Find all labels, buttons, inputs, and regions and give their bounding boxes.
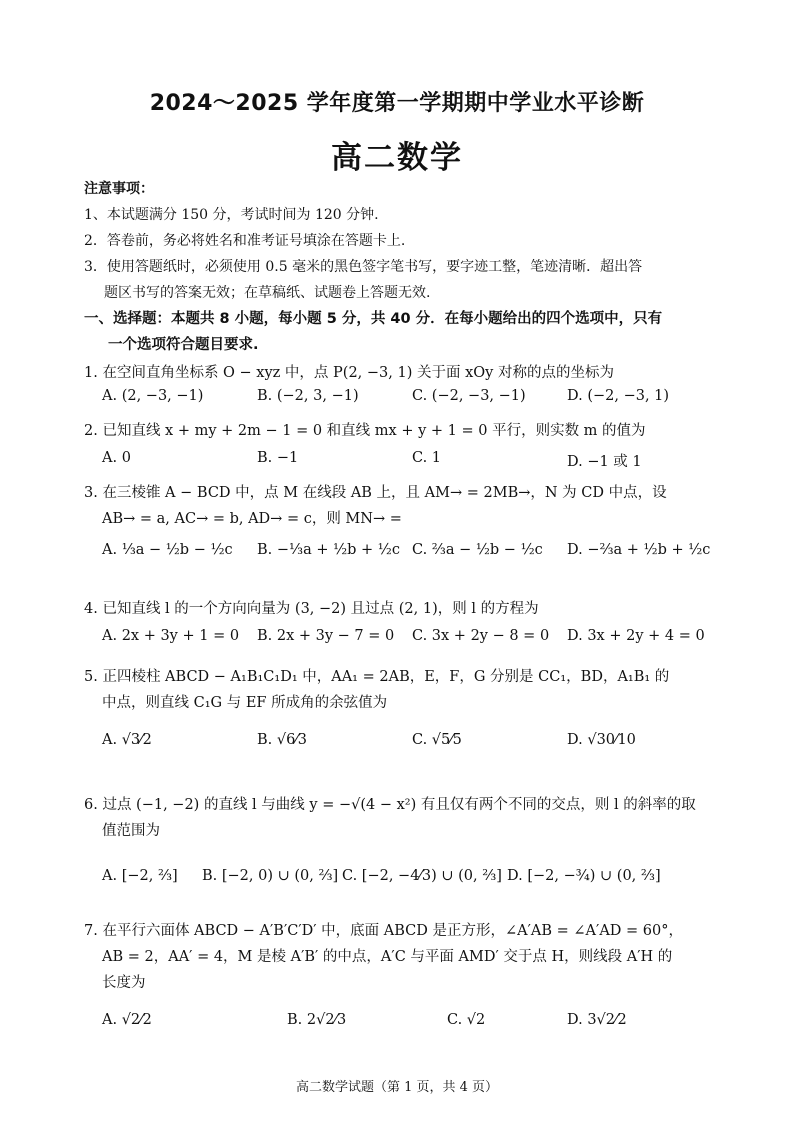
option-a: A. ⅓a − ½b − ½c	[102, 542, 233, 558]
option-b: B. −1	[257, 450, 299, 466]
option-d: D. 3x + 2y + 4 = 0	[567, 628, 705, 644]
section-title-line: 一、选择题：本题共 8 小题，每小题 5 分，共 40 分．在每小题给出的四个选项中，只有	[84, 311, 663, 327]
exam-title: 2024～2025 学年度第一学期期中学业水平诊断	[149, 91, 645, 116]
question-3-options	[102, 532, 722, 584]
question-4	[84, 596, 724, 622]
section-heading	[84, 306, 724, 358]
option-b: B. √6⁄3	[257, 732, 307, 748]
question-stem: 中点，则直线 C₁G 与 EF 所成角的余弦值为	[102, 695, 388, 711]
notice-heading: 注意事项：	[84, 181, 154, 197]
question-7-options	[102, 1002, 722, 1054]
question-2-options	[102, 450, 722, 480]
option-c: C. √5⁄5	[412, 732, 462, 748]
question-stem: 3. 在三棱锥 A − BCD 中，点 M 在线段 AB 上，且 AM→ = 2MB→，N 为 CD 中点，设	[84, 485, 667, 501]
option-d: D. −1 或 1	[567, 454, 642, 470]
option-c: C. [−2, −4⁄3) ∪ (0, ⅔]	[342, 868, 502, 884]
question-stem: 值范围为	[102, 823, 160, 839]
question-5-options	[102, 722, 722, 774]
option-b: B. [−2, 0) ∪ (0, ⅔]	[202, 868, 339, 884]
option-b: B. 2x + 3y − 7 = 0	[257, 628, 395, 644]
option-b: B. 2√2⁄3	[287, 1012, 347, 1028]
option-d: D. [−2, −¾) ∪ (0, ⅔]	[507, 868, 661, 884]
option-d: D. −⅔a + ½b + ½c	[567, 542, 711, 558]
question-stem: 4. 已知直线 l 的一个方向向量为 (3, −2) 且过点 (2, 1)，则 l 的方程为	[84, 601, 539, 617]
notice-item: 2．答卷前，务必将姓名和准考证号填涂在答题卡上.	[84, 233, 406, 249]
option-a: A. (2, −3, −1)	[102, 388, 204, 404]
option-b: B. −⅓a + ½b + ½c	[257, 542, 400, 558]
option-b: B. (−2, 3, −1)	[257, 388, 359, 404]
question-stem: 长度为	[102, 975, 146, 991]
option-c: C. 1	[412, 450, 442, 466]
question-stem: 7. 在平行六面体 ABCD − A′B′C′D′ 中，底面 ABCD 是正方形，∠A′AB = ∠A′AD = 60°，	[84, 923, 683, 939]
option-d: D. √30⁄10	[567, 732, 636, 748]
question-1-options	[102, 388, 722, 418]
option-d: D. 3√2⁄2	[567, 1012, 627, 1028]
option-a: A. 2x + 3y + 1 = 0	[102, 628, 240, 644]
question-2	[84, 418, 724, 444]
question-3	[84, 480, 724, 532]
question-6	[84, 792, 724, 844]
question-6-options	[102, 858, 722, 910]
section-title-line: 一个选项符合题目要求.	[108, 337, 259, 353]
option-a: A. √3⁄2	[102, 732, 152, 748]
option-d: D. (−2, −3, 1)	[567, 388, 670, 404]
subject-title: 高二数学	[331, 140, 463, 176]
question-stem: 5. 正四棱柱 ABCD − A₁B₁C₁D₁ 中，AA₁ = 2AB，E，F，G 分别是 CC₁，BD，A₁B₁ 的	[84, 669, 670, 685]
question-4-options	[102, 628, 722, 658]
notice-item: 3．使用答题纸时，必须使用 0.5 毫米的黑色签字笔书写，要字迹工整，笔迹清晰．超出答	[84, 259, 643, 275]
option-a: A. [−2, ⅔]	[102, 868, 178, 884]
question-stem: 6. 过点 (−1, −2) 的直线 l 与曲线 y = −√(4 − x²) 有且仅有两个不同的交点，则 l 的斜率的取	[84, 797, 696, 813]
question-5	[84, 664, 724, 716]
page-footer: 高二数学试题（第 1 页，共 4 页）	[295, 1080, 499, 1095]
option-c: C. 3x + 2y − 8 = 0	[412, 628, 550, 644]
option-c: C. (−2, −3, −1)	[412, 388, 526, 404]
notice-block	[84, 176, 724, 306]
notice-item: 1、本试题满分 150 分，考试时间为 120 分钟.	[84, 207, 379, 223]
option-c: C. √2	[447, 1012, 486, 1028]
notice-item: 题区书写的答案无效；在草稿纸、试题卷上答题无效.	[104, 285, 431, 301]
question-stem: AB = 2，AA′ = 4，M 是棱 A′B′ 的中点，A′C 与平面 AMD′ 交于点 H，则线段 A′H 的	[102, 949, 673, 965]
question-stem: AB→ = a, AC→ = b, AD→ = c，则 MN→ =	[102, 511, 402, 527]
question-stem: 2. 已知直线 x + my + 2m − 1 = 0 和直线 mx + y + 1 = 0 平行，则实数 m 的值为	[84, 423, 646, 439]
question-7	[84, 918, 724, 996]
question-1	[84, 360, 724, 386]
option-a: A. √2⁄2	[102, 1012, 152, 1028]
option-c: C. ⅔a − ½b − ½c	[412, 542, 543, 558]
question-stem: 1. 在空间直角坐标系 O − xyz 中，点 P(2, −3, 1) 关于面 xOy 对称的点的坐标为	[84, 365, 614, 381]
option-a: A. 0	[102, 450, 131, 466]
